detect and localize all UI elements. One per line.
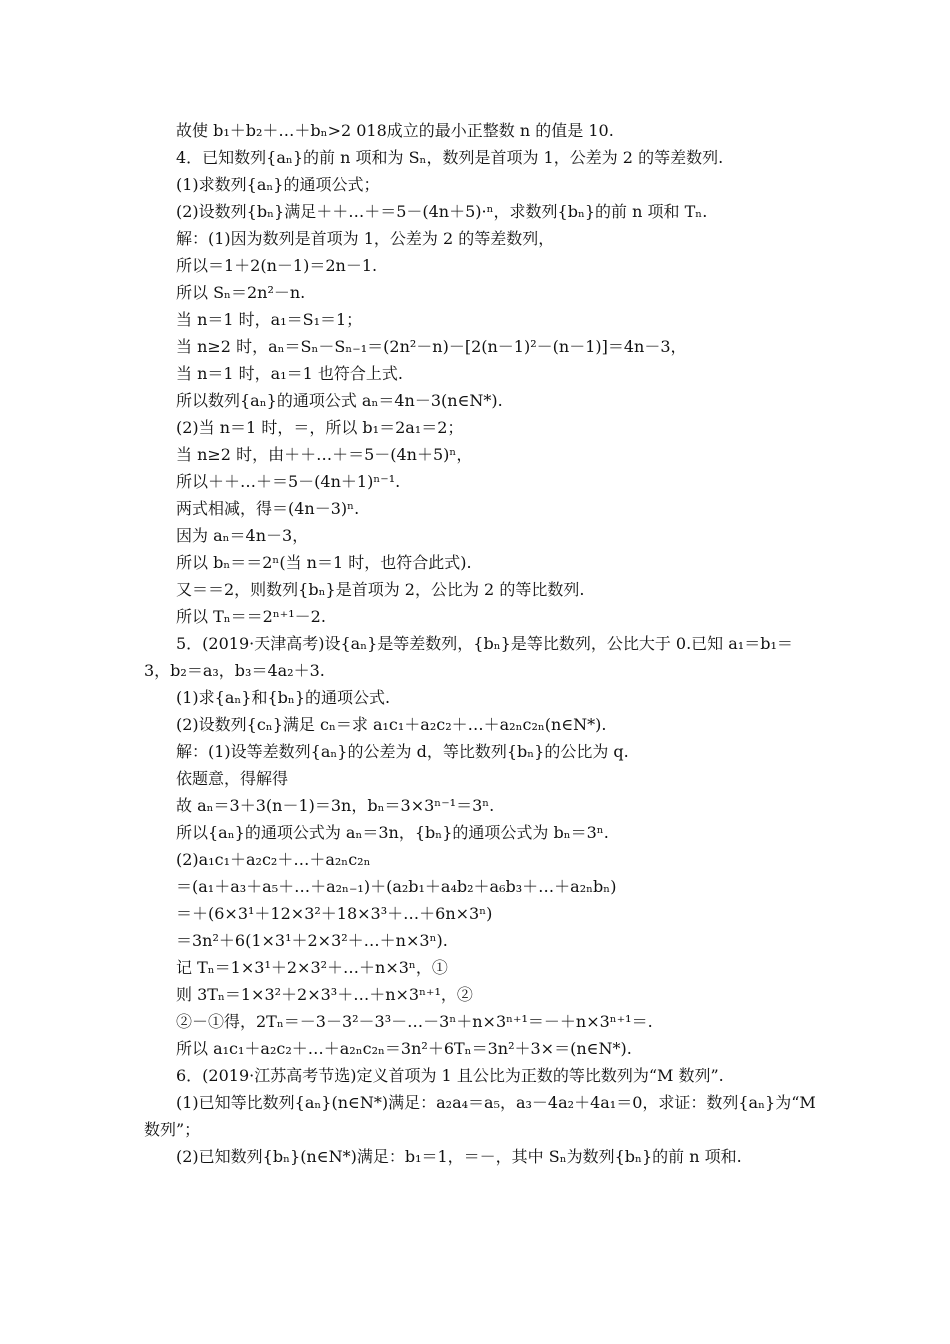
text-line: (2)当 n＝1 时，＝，所以 b₁＝2a₁＝2；: [176, 418, 464, 437]
text-line: 所以 a₁c₁＋a₂c₂＋…＋a₂ₙc₂ₙ＝3n²＋6Tₙ＝3n²＋3×＝(n∈N*).: [176, 1039, 632, 1058]
text-line: 当 n＝1 时，a₁＝1 也符合上式.: [176, 364, 403, 383]
problem-6-heading: 6．(2019·江苏高考节选)定义首项为 1 且公比为正数的等比数列为“M 数列”.: [176, 1066, 724, 1085]
text-line: 依题意，得解得: [176, 769, 289, 788]
text-line: (2)a₁c₁＋a₂c₂＋…＋a₂ₙc₂ₙ: [176, 850, 371, 869]
text-line: 又＝＝2，则数列{bₙ}是首项为 2，公比为 2 的等比数列.: [176, 580, 585, 599]
text-line: (2)已知数列{bₙ}(n∈N*)满足：b₁＝1，＝－，其中 Sₙ为数列{bₙ}的前 n 项和.: [176, 1147, 742, 1166]
text-line: 记 Tₙ＝1×3¹＋2×3²＋…＋n×3ⁿ，①: [176, 958, 448, 977]
problem-4-heading: 4．已知数列{aₙ}的前 n 项和为 Sₙ，数列是首项为 1，公差为 2 的等差数列.: [176, 148, 724, 167]
text-line: 因为 aₙ＝4n－3，: [176, 526, 309, 545]
text-line: 所以 Sₙ＝2n²－n.: [176, 283, 306, 302]
text-line: 所以 bₙ＝＝2ⁿ(当 n＝1 时，也符合此式).: [176, 553, 472, 572]
text-line: (2)设数列{bₙ}满足＋＋…＋＝5－(4n＋5)·ⁿ，求数列{bₙ}的前 n 项和 Tₙ.: [176, 202, 708, 221]
text-line: (1)已知等比数列{aₙ}(n∈N*)满足：a₂a₄＝a₅，a₃－4a₂＋4a₁＝0，求证：数列{aₙ}为“M: [176, 1093, 816, 1112]
text-line: (2)设数列{cₙ}满足 cₙ＝求 a₁c₁＋a₂c₂＋…＋a₂ₙc₂ₙ(n∈N*).: [176, 715, 607, 734]
text-line: 当 n≥2 时，由＋＋…＋＝5－(4n＋5)ⁿ，: [176, 445, 473, 464]
text-line: 3，b₂＝a₃，b₃＝4a₂＋3.: [144, 661, 325, 680]
text-line: (1)求数列{aₙ}的通项公式；: [176, 175, 380, 194]
text-line: 解：(1)设等差数列{aₙ}的公差为 d，等比数列{bₙ}的公比为 q.: [176, 742, 629, 761]
text-line: 所以 Tₙ＝＝2ⁿ⁺¹－2.: [176, 607, 326, 626]
text-line: 所以{aₙ}的通项公式为 aₙ＝3n，{bₙ}的通项公式为 bₙ＝3ⁿ.: [176, 823, 609, 842]
text-line: 所以＝1＋2(n－1)＝2n－1.: [176, 256, 378, 275]
text-line: ＝(a₁＋a₃＋a₅＋…＋a₂ₙ₋₁)＋(a₂b₁＋a₄b₂＋a₆b₃＋…＋a₂ₙbₙ): [176, 877, 617, 896]
text-line: 所以＋＋…＋＝5－(4n＋1)ⁿ⁻¹.: [176, 472, 401, 491]
text-line: 则 3Tₙ＝1×3²＋2×3³＋…＋n×3ⁿ⁺¹，②: [176, 985, 473, 1004]
text-line: ＝＋(6×3¹＋12×3²＋18×3³＋…＋6n×3ⁿ): [176, 904, 493, 923]
text-line: ②－①得，2Tₙ＝－3－3²－3³－…－3ⁿ＋n×3ⁿ⁺¹＝－＋n×3ⁿ⁺¹＝.: [176, 1012, 653, 1031]
problem-5-heading: 5．(2019·天津高考)设{aₙ}是等差数列，{bₙ}是等比数列，公比大于 0.已知 a₁＝b₁＝: [176, 634, 793, 653]
text-line: 当 n≥2 时，aₙ＝Sₙ－Sₙ₋₁＝(2n²－n)－[2(n－1)²－(n－1)]＝4n－3，: [176, 337, 687, 356]
text-line: (1)求{aₙ}和{bₙ}的通项公式.: [176, 688, 391, 707]
text-line: 解：(1)因为数列是首项为 1，公差为 2 的等差数列，: [176, 229, 555, 248]
text-line: ＝3n²＋6(1×3¹＋2×3²＋…＋n×3ⁿ).: [176, 931, 448, 950]
text-line: 当 n＝1 时，a₁＝S₁＝1；: [176, 310, 363, 329]
text-line: 数列”；: [144, 1120, 201, 1139]
text-line: 故使 b₁＋b₂＋…＋bₙ>2 018成立的最小正整数 n 的值是 10.: [176, 121, 614, 140]
text-line: 故 aₙ＝3＋3(n－1)＝3n，bₙ＝3×3ⁿ⁻¹＝3ⁿ.: [176, 796, 495, 815]
text-line: 两式相减，得＝(4n－3)ⁿ.: [176, 499, 360, 518]
text-line: 所以数列{aₙ}的通项公式 aₙ＝4n－3(n∈N*).: [176, 391, 503, 410]
